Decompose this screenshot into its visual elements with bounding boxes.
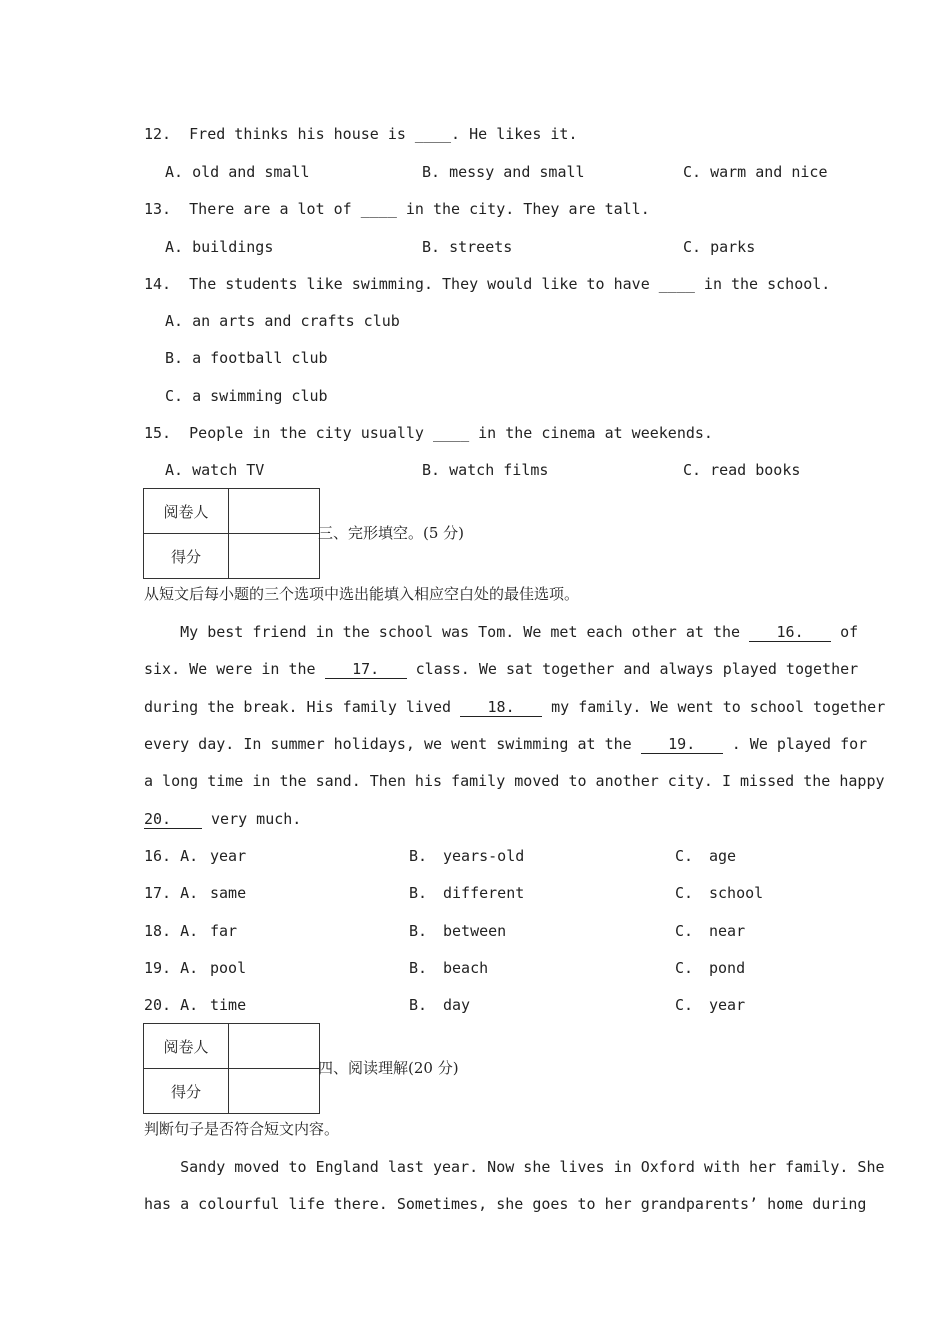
reading-line-2: has a colourful life there. Sometimes, she goes to her grandparents’ home during	[144, 1195, 867, 1213]
question-13-option-b: B. streets	[422, 238, 513, 256]
option-20-a: time	[210, 996, 247, 1014]
cloze-line-1	[144, 622, 858, 642]
question-14-option-c: C. a swimming club	[165, 387, 328, 405]
question-14-option-b: B. a football club	[165, 349, 328, 367]
section-3-title: 三、完形填空。(5 分)	[318, 524, 465, 542]
score-box	[229, 534, 320, 579]
cloze-text: during the break. His family lived	[144, 698, 461, 716]
question-12-option-b: B. messy and small	[422, 163, 585, 181]
score-table-section-4	[143, 1023, 320, 1114]
option-18-b: between	[443, 922, 507, 940]
option-18-c-label: C.	[675, 922, 694, 940]
cloze-text: of	[831, 623, 859, 641]
option-20-c: year	[709, 996, 746, 1014]
question-15-option-b: B. watch films	[422, 461, 549, 479]
reviewer-box	[229, 489, 320, 534]
cloze-line-3	[144, 697, 885, 717]
option-17-c-label: C.	[675, 884, 694, 902]
option-19-a: pool	[210, 959, 247, 977]
option-16-b-label: B.	[409, 847, 428, 865]
option-18-b-label: B.	[409, 922, 428, 940]
question-13-option-a: A. buildings	[165, 238, 274, 256]
cloze-line-2	[144, 659, 858, 679]
option-19-c: pond	[709, 959, 746, 977]
question-15-stem: 15. People in the city usually ____ in the cinema at weekends.	[144, 424, 713, 442]
option-20-c-label: C.	[675, 996, 694, 1014]
option-18-a: far	[210, 922, 238, 940]
option-16-a: year	[210, 847, 247, 865]
cloze-text: every day. In summer holidays, we went swimming at the	[144, 735, 641, 753]
question-12-option-c: C. warm and nice	[683, 163, 828, 181]
score-label: 得分	[144, 534, 229, 579]
question-14-stem: 14. The students like swimming. They would like to have ____ in the school.	[144, 275, 831, 293]
question-15-option-a: A. watch TV	[165, 461, 265, 479]
cloze-text: My best friend in the school was Tom. We met each other at the	[144, 623, 750, 641]
option-18-num: 18. A.	[144, 922, 199, 940]
section-4-instruction: 判断句子是否符合短文内容。	[144, 1120, 340, 1138]
reviewer-label: 阅卷人	[144, 1024, 229, 1069]
cloze-line-4	[144, 734, 867, 754]
cloze-line-6	[144, 809, 301, 829]
cloze-line-5: a long time in the sand. Then his family moved to another city. I missed the happy	[144, 772, 885, 790]
option-16-b: years-old	[443, 847, 525, 865]
option-20-b-label: B.	[409, 996, 428, 1014]
cloze-text: very much.	[202, 810, 302, 828]
question-12-stem: 12. Fred thinks his house is ____. He likes it.	[144, 125, 578, 143]
blank-18: 18.	[460, 698, 542, 717]
cloze-text: six. We were in the	[144, 660, 325, 678]
score-label: 得分	[144, 1069, 229, 1114]
option-17-c: school	[709, 884, 764, 902]
cloze-text: class. We sat together and always played together	[406, 660, 859, 678]
cloze-text: my family. We went to school together	[542, 698, 886, 716]
question-13-stem: 13. There are a lot of ____ in the city. They are tall.	[144, 200, 650, 218]
blank-16: 16.	[749, 623, 831, 642]
cloze-text: . We played for	[722, 735, 868, 753]
reviewer-label: 阅卷人	[144, 489, 229, 534]
option-16-c-label: C.	[675, 847, 694, 865]
option-16-c: age	[709, 847, 737, 865]
question-12-option-a: A. old and small	[165, 163, 310, 181]
option-17-b: different	[443, 884, 525, 902]
option-19-c-label: C.	[675, 959, 694, 977]
option-19-b-label: B.	[409, 959, 428, 977]
option-19-num: 19. A.	[144, 959, 199, 977]
option-17-b-label: B.	[409, 884, 428, 902]
option-17-a: same	[210, 884, 247, 902]
question-14-option-a: A. an arts and crafts club	[165, 312, 400, 330]
blank-17: 17.	[325, 660, 407, 679]
blank-20: 20.	[144, 810, 202, 829]
question-15-option-c: C. read books	[683, 461, 801, 479]
reading-line-1: Sandy moved to England last year. Now she lives in Oxford with her family. She	[144, 1158, 885, 1176]
section-3-instruction: 从短文后每小题的三个选项中选出能填入相应空白处的最佳选项。	[144, 585, 580, 603]
score-table-section-3	[143, 488, 320, 579]
option-18-c: near	[709, 922, 746, 940]
option-20-num: 20. A.	[144, 996, 199, 1014]
option-16-num: 16. A.	[144, 847, 199, 865]
option-19-b: beach	[443, 959, 489, 977]
option-20-b: day	[443, 996, 471, 1014]
section-4-title: 四、阅读理解(20 分)	[318, 1059, 459, 1077]
score-box	[229, 1069, 320, 1114]
option-17-num: 17. A.	[144, 884, 199, 902]
blank-19: 19.	[641, 735, 723, 754]
question-13-option-c: C. parks	[683, 238, 756, 256]
reviewer-box	[229, 1024, 320, 1069]
